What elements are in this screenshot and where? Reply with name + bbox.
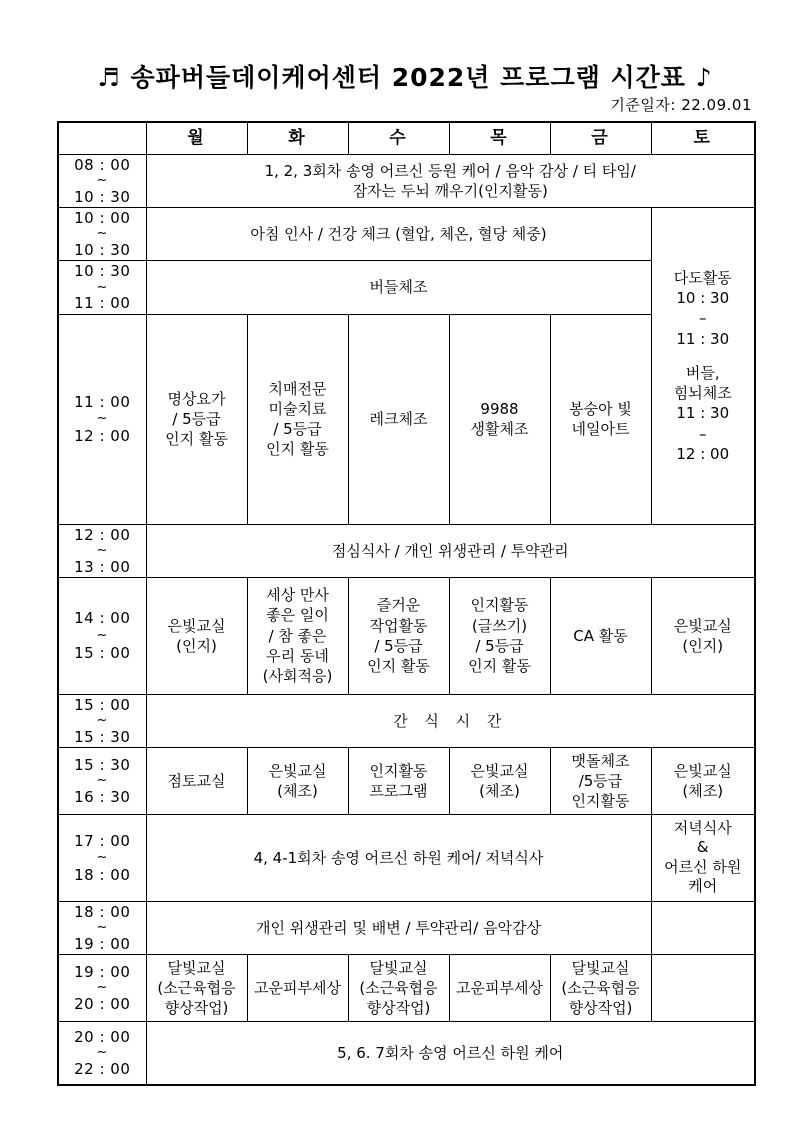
activity-line: 다도활동 [673, 268, 732, 287]
activity-line: 치매전문 [268, 379, 327, 398]
activity-line: – [699, 424, 707, 443]
activity-cell-sat [651, 747, 755, 814]
time-cell [58, 155, 146, 208]
time-start: 10 : 00 [74, 209, 131, 228]
empty-cell-sat [651, 955, 755, 1022]
time-tilde: ~ [96, 279, 108, 295]
activity-cell-thu [449, 747, 550, 814]
activity-line: 고운피부세상 [456, 979, 543, 997]
activity-cell-thu [449, 314, 550, 524]
activity-line: 레크체조 [369, 409, 428, 428]
header-tue: 화 [247, 122, 348, 155]
activity-line: & [696, 838, 709, 857]
activity-line: (소근육협응 [359, 979, 438, 997]
activity-line: / 참 좋은 [268, 626, 327, 645]
activity-line: 향상작업) [568, 999, 633, 1018]
activity-line: CA 활동 [573, 626, 628, 645]
base-date: 기준일자: 22.09.01 [610, 96, 752, 114]
time-start: 18 : 00 [74, 902, 131, 921]
activity-line: (체조) [479, 781, 520, 800]
activity-cell-wed [348, 577, 449, 694]
activity-cell-tue [247, 955, 348, 1022]
activity-cell-sat [651, 814, 755, 901]
time-start: 15 : 30 [74, 755, 131, 774]
time-start: 08 : 00 [74, 156, 131, 174]
time-tilde: ~ [96, 920, 108, 936]
time-end: 19 : 00 [74, 934, 131, 953]
time-end: 15 : 30 [74, 727, 131, 746]
header-thu: 목 [449, 122, 550, 155]
saturday-morning-cell [651, 208, 755, 524]
activity-line: 세상 만사 [266, 586, 329, 605]
activity-cell-wed [348, 314, 449, 524]
time-tilde: ~ [96, 542, 108, 558]
activity-line: 달빛교실 [167, 958, 226, 977]
activity-line: 은빛교실 [673, 616, 732, 635]
time-tilde: ~ [96, 713, 108, 728]
activity-line: 달빛교실 [369, 958, 428, 977]
activity-line: 인지 활동 [266, 440, 329, 459]
activity-line: – [699, 309, 707, 328]
time-start: 20 : 00 [74, 1027, 131, 1046]
activity-line: 12 : 00 [676, 444, 730, 463]
activity-line: 어르신 하원 [664, 857, 742, 876]
activity-line: 11 : 30 [676, 404, 730, 423]
time-end: 22 : 00 [74, 1059, 131, 1078]
activity-line: 좋은 일이 [266, 606, 329, 625]
empty-cell-sat [651, 901, 755, 954]
page-title: ♬ 송파버들데이케어센터 2022년 프로그램 시간표 ♪ [97, 63, 713, 92]
table-row [58, 524, 755, 577]
time-end: 11 : 00 [74, 294, 131, 313]
table-row [58, 208, 755, 261]
activity-cell-mon [146, 577, 247, 694]
header-fri: 금 [550, 122, 651, 155]
activity-cell: 버들체조 [146, 261, 651, 314]
time-start: 14 : 00 [74, 609, 131, 628]
table-row [58, 955, 755, 1022]
activity-cell-fri [550, 314, 651, 524]
schedule-table [57, 121, 756, 1086]
activity-cell-fri [550, 747, 651, 814]
time-end: 13 : 00 [74, 557, 131, 576]
activity-cell-tue [247, 314, 348, 524]
activity-cell: 아침 인사 / 건강 체크 (혈압, 체온, 혈당 체중) [146, 208, 651, 261]
table-row [58, 155, 755, 208]
time-end: 20 : 00 [74, 994, 131, 1013]
header-wed: 수 [348, 122, 449, 155]
activity-line: 향상작업) [366, 999, 431, 1018]
time-start: 11 : 00 [74, 392, 131, 411]
time-cell [58, 524, 146, 577]
activity-cell-fri [550, 577, 651, 694]
time-tilde: ~ [96, 411, 108, 427]
activity-line: 점토교실 [167, 771, 226, 790]
activity-line: 인지활동 [369, 761, 428, 780]
activity-cell-wed [348, 955, 449, 1022]
activity-cell: 4, 4-1회차 송영 어르신 하원 케어/ 저녁식사 [146, 814, 651, 901]
activity-line: 잠자는 두뇌 깨우기(인지활동) [352, 182, 548, 201]
table-row [58, 261, 755, 314]
table-row [58, 314, 755, 524]
time-cell [58, 261, 146, 314]
activity-line: (체조) [682, 781, 724, 800]
time-cell [58, 208, 146, 261]
activity-line: 버들, [685, 363, 720, 382]
time-start: 12 : 00 [74, 525, 131, 544]
activity-line: / 5등급 [273, 420, 322, 439]
activity-line: 은빛교실 [268, 761, 327, 780]
time-cell [58, 314, 146, 524]
activity-line: 미술치료 [268, 399, 327, 418]
time-end: 10 : 30 [74, 187, 131, 206]
activity-cell-wed [348, 747, 449, 814]
time-cell [58, 694, 146, 747]
activity-line: (인지) [176, 636, 217, 655]
activity-line: / 5등급 [172, 409, 221, 428]
time-tilde: ~ [96, 627, 108, 643]
activity-cell: 5, 6. 7회차 송영 어르신 하원 케어 [146, 1022, 755, 1085]
activity-cell-tue [247, 747, 348, 814]
activity-line: 인지 활동 [165, 430, 228, 449]
activity-line: /5등급 [578, 771, 623, 790]
time-tilde: ~ [96, 1045, 108, 1061]
header-time [58, 122, 146, 155]
time-start: 10 : 30 [74, 262, 131, 281]
time-cell [58, 577, 146, 694]
activity-line: 달빛교실 [571, 958, 630, 977]
table-row [58, 814, 755, 901]
activity-line: 인지활동 [470, 596, 529, 615]
activity-line: 9988 [480, 399, 519, 418]
time-cell [58, 901, 146, 954]
time-end: 18 : 00 [74, 865, 131, 884]
activity-cell: 개인 위생관리 및 배변 / 투약관리/ 음악감상 [146, 901, 651, 954]
time-tilde: ~ [96, 226, 108, 242]
activity-line: (체조) [277, 781, 318, 800]
activity-cell: 점심식사 / 개인 위생관리 / 투약관리 [146, 524, 755, 577]
activity-line: 힘뇌체조 [673, 384, 732, 402]
activity-cell-tue [247, 577, 348, 694]
activity-line: 11 : 30 [676, 329, 730, 348]
activity-line: (사회적응) [262, 667, 333, 686]
activity-line: 향상작업) [164, 999, 229, 1018]
activity-cell-sat [651, 577, 755, 694]
activity-cell-mon [146, 955, 247, 1022]
time-end: 15 : 00 [74, 643, 131, 662]
activity-line: 즐거운 [376, 596, 421, 615]
table-row [58, 747, 755, 814]
time-start: 17 : 00 [74, 831, 131, 850]
time-cell [58, 747, 146, 814]
activity-cell-thu [449, 955, 550, 1022]
activity-line: 작업활동 [369, 616, 428, 635]
activity-line: 인지 활동 [367, 657, 430, 675]
activity-line: 명상요가 [167, 389, 226, 408]
activity-line: (소근육협응 [157, 979, 236, 997]
activity-line: 우리 동네 [266, 646, 329, 665]
time-cell [58, 814, 146, 901]
time-end: 16 : 30 [74, 787, 131, 806]
activity-line: 맷돌체조 [571, 751, 630, 770]
activity-line: 케어 [688, 877, 718, 896]
activity-cell [146, 155, 755, 208]
time-tilde: ~ [96, 173, 108, 189]
header-mon: 월 [146, 122, 247, 155]
table-row [58, 577, 755, 694]
time-cell [58, 955, 146, 1022]
time-end: 10 : 30 [74, 241, 131, 260]
activity-line: (인지) [682, 636, 724, 655]
activity-line: (글쓰기) [471, 616, 528, 635]
activity-cell-fri [550, 955, 651, 1022]
time-start: 19 : 00 [74, 963, 131, 982]
activity-line: 은빛교실 [167, 616, 226, 635]
activity-cell-mon [146, 314, 247, 524]
activity-line: (소근육협응 [561, 979, 640, 997]
time-end: 12 : 00 [74, 426, 131, 445]
activity-line: 인지 활동 [468, 657, 531, 675]
table-row [58, 1022, 755, 1085]
activity-line: 인지활동 [571, 792, 630, 811]
table-row [58, 694, 755, 747]
activity-line: 생활체조 [470, 420, 529, 439]
activity-line: 봉숭아 빛 [569, 399, 632, 418]
activity-cell-thu [449, 577, 550, 694]
time-tilde: ~ [96, 850, 108, 866]
header-sat: 토 [651, 122, 755, 155]
activity-cell: 간 식 시 간 [146, 694, 755, 747]
time-start: 15 : 00 [74, 695, 131, 714]
time-cell [58, 1022, 146, 1085]
activity-line: 저녁식사 [673, 818, 732, 837]
activity-line: 은빛교실 [470, 761, 529, 780]
activity-line: 프로그램 [369, 781, 428, 800]
activity-line: 은빛교실 [673, 761, 732, 780]
activity-cell-mon [146, 747, 247, 814]
activity-line: 고운피부세상 [254, 979, 341, 997]
activity-line: 네일아트 [571, 420, 630, 439]
table-row [58, 901, 755, 954]
time-tilde: ~ [96, 773, 108, 789]
activity-line: 10 : 30 [676, 289, 730, 307]
activity-line: / 5등급 [374, 636, 423, 655]
time-tilde: ~ [96, 980, 108, 996]
activity-line: / 5등급 [475, 636, 524, 655]
activity-line: 1, 2, 3회차 송영 어르신 등원 케어 / 음악 감상 / 티 타임/ [264, 161, 636, 180]
header-row [58, 122, 755, 155]
